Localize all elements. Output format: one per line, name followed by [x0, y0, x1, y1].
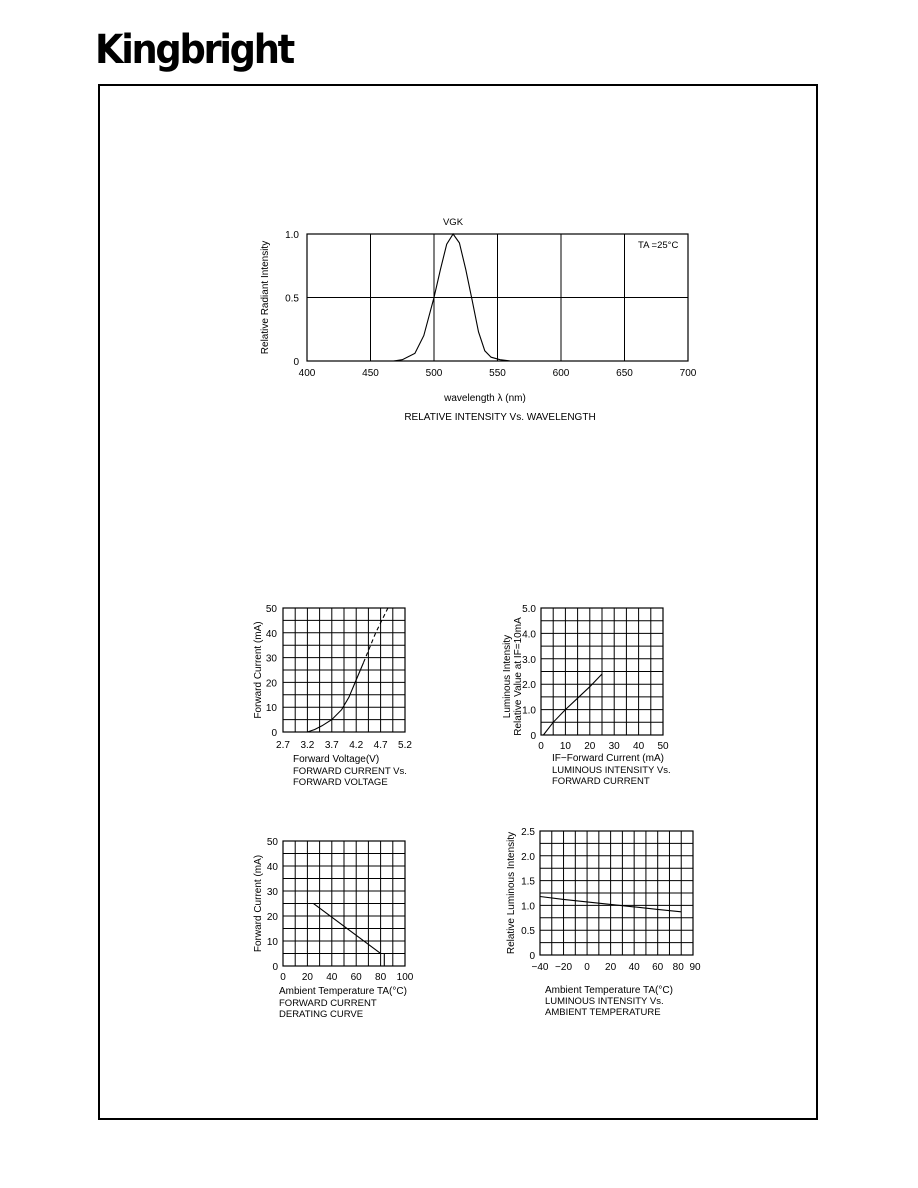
y-tick-label: 0 [530, 731, 536, 742]
x-tick-label: 550 [489, 368, 506, 379]
x-tick-label: 0 [584, 962, 590, 973]
x-axis-label: IF−Forward Current (mA) [552, 753, 664, 764]
chart-title-line: LUMINOUS INTENSITY Vs. [545, 996, 664, 1007]
y-axis-label: Forward Current (mA) [253, 854, 264, 953]
chart-title-line: DERATING CURVE [279, 1009, 364, 1020]
y-tick-label: 1.5 [521, 876, 535, 888]
chart-relative-intensity-vs-wavelength [260, 217, 697, 423]
x-tick-label: 400 [298, 368, 316, 379]
x-tick-label: 500 [425, 368, 443, 379]
series-line [283, 904, 384, 967]
y-tick-label: 10 [265, 703, 277, 715]
y-tick-label: 2.5 [521, 827, 535, 838]
x-tick-label: 80 [375, 972, 387, 983]
y-tick-label: 0.5 [521, 926, 535, 938]
y-tick-label: 2.0 [522, 680, 536, 692]
x-tick-label: 60 [350, 972, 362, 983]
y-tick-label: 20 [266, 912, 278, 923]
chart-title-line: FORWARD CURRENT Vs. [293, 766, 407, 777]
x-tick-label: 2.7 [276, 740, 290, 751]
chart-title-line: FORWARD CURRENT [552, 776, 650, 787]
x-tick-label: 3.7 [324, 740, 339, 751]
y-tick-label: 0.5 [285, 293, 299, 305]
x-tick-label: 20 [605, 962, 617, 973]
y-tick-label: 0 [272, 962, 278, 973]
kingbright-logo: Kingbright [95, 27, 293, 73]
x-tick-label: 90 [689, 962, 701, 973]
x-tick-label: 3.2 [300, 740, 315, 751]
chart-title-line: FORWARD VOLTAGE [293, 777, 388, 788]
y-tick-label: 5.0 [522, 604, 536, 615]
x-axis-label: Forward Voltage(V) [293, 754, 380, 765]
chart-luminous-intensity-vs-ambient-temperature [506, 827, 701, 1018]
x-tick-label: 0 [280, 972, 286, 983]
x-tick-label: 450 [362, 368, 379, 379]
chart-forward-current-derating-curve [253, 837, 414, 1020]
x-tick-label: −20 [555, 962, 573, 973]
x-axis-label: Ambient Temperature TA(°C) [545, 985, 673, 996]
temperature-annotation: TA =25°C [638, 240, 679, 251]
y-tick-label: 0 [293, 357, 299, 368]
x-tick-label: 100 [396, 972, 414, 983]
series-line [307, 663, 363, 732]
y-tick-label: 40 [265, 628, 277, 640]
chart-luminous-intensity-vs-forward-current [502, 604, 671, 787]
x-tick-label: 0 [538, 741, 544, 752]
x-tick-label: 40 [633, 741, 645, 752]
y-axis-label: Forward Current (mA) [253, 621, 264, 719]
y-tick-label: 2.0 [521, 851, 535, 863]
y-tick-label: 3.0 [522, 654, 536, 666]
y-tick-label: 10 [266, 937, 278, 948]
series-label: VGK [442, 217, 464, 228]
x-tick-label: −40 [531, 962, 549, 973]
x-tick-label: 5.2 [398, 740, 412, 751]
y-tick-label: 30 [265, 653, 277, 665]
y-axis-label: Relative Luminous Intensity [506, 831, 517, 955]
x-tick-label: 650 [616, 368, 633, 379]
y-tick-label: 20 [265, 678, 277, 690]
chart-title-line: FORWARD CURRENT [279, 998, 377, 1009]
y-tick-label: 50 [266, 837, 278, 848]
y-tick-label: 50 [265, 604, 277, 615]
y-tick-label: 30 [266, 887, 278, 898]
y-axis-label-line: Luminous Intensity [502, 634, 513, 719]
y-tick-label: 1.0 [522, 705, 536, 717]
y-axis-label-line: Relative Value at IF=10mA [513, 617, 524, 736]
x-tick-label: 80 [672, 962, 684, 973]
x-tick-label: 4.7 [373, 740, 388, 751]
chart-title-line: AMBIENT TEMPERATURE [545, 1007, 661, 1018]
x-tick-label: 40 [628, 962, 640, 973]
x-tick-label: 50 [657, 741, 669, 752]
y-axis-label: Relative Radiant Intensity [260, 240, 271, 355]
x-tick-label: 700 [679, 368, 697, 379]
x-tick-label: 20 [301, 972, 313, 983]
y-tick-label: 4.0 [522, 629, 536, 641]
series-line [364, 608, 388, 663]
series-line [543, 674, 602, 735]
x-axis-label: Ambient Temperature TA(°C) [279, 986, 407, 997]
x-axis-label: wavelength λ (nm) [444, 393, 526, 404]
x-tick-label: 30 [608, 741, 620, 752]
x-tick-label: 600 [552, 368, 570, 379]
y-tick-label: 0 [271, 728, 277, 739]
x-tick-label: 40 [326, 972, 338, 983]
chart-forward-current-vs-forward-voltage [253, 604, 412, 788]
y-tick-label: 1.0 [285, 230, 299, 241]
x-tick-label: 60 [652, 962, 664, 973]
x-tick-label: 10 [559, 741, 571, 752]
x-tick-label: 20 [584, 741, 596, 752]
y-tick-label: 1.0 [521, 901, 535, 913]
chart-title: RELATIVE INTENSITY Vs. WAVELENGTH [404, 412, 596, 423]
chart-title-line: LUMINOUS INTENSITY Vs. [552, 765, 671, 776]
x-tick-label: 4.2 [349, 740, 364, 751]
y-tick-label: 40 [266, 862, 278, 873]
y-tick-label: 0 [529, 951, 535, 962]
